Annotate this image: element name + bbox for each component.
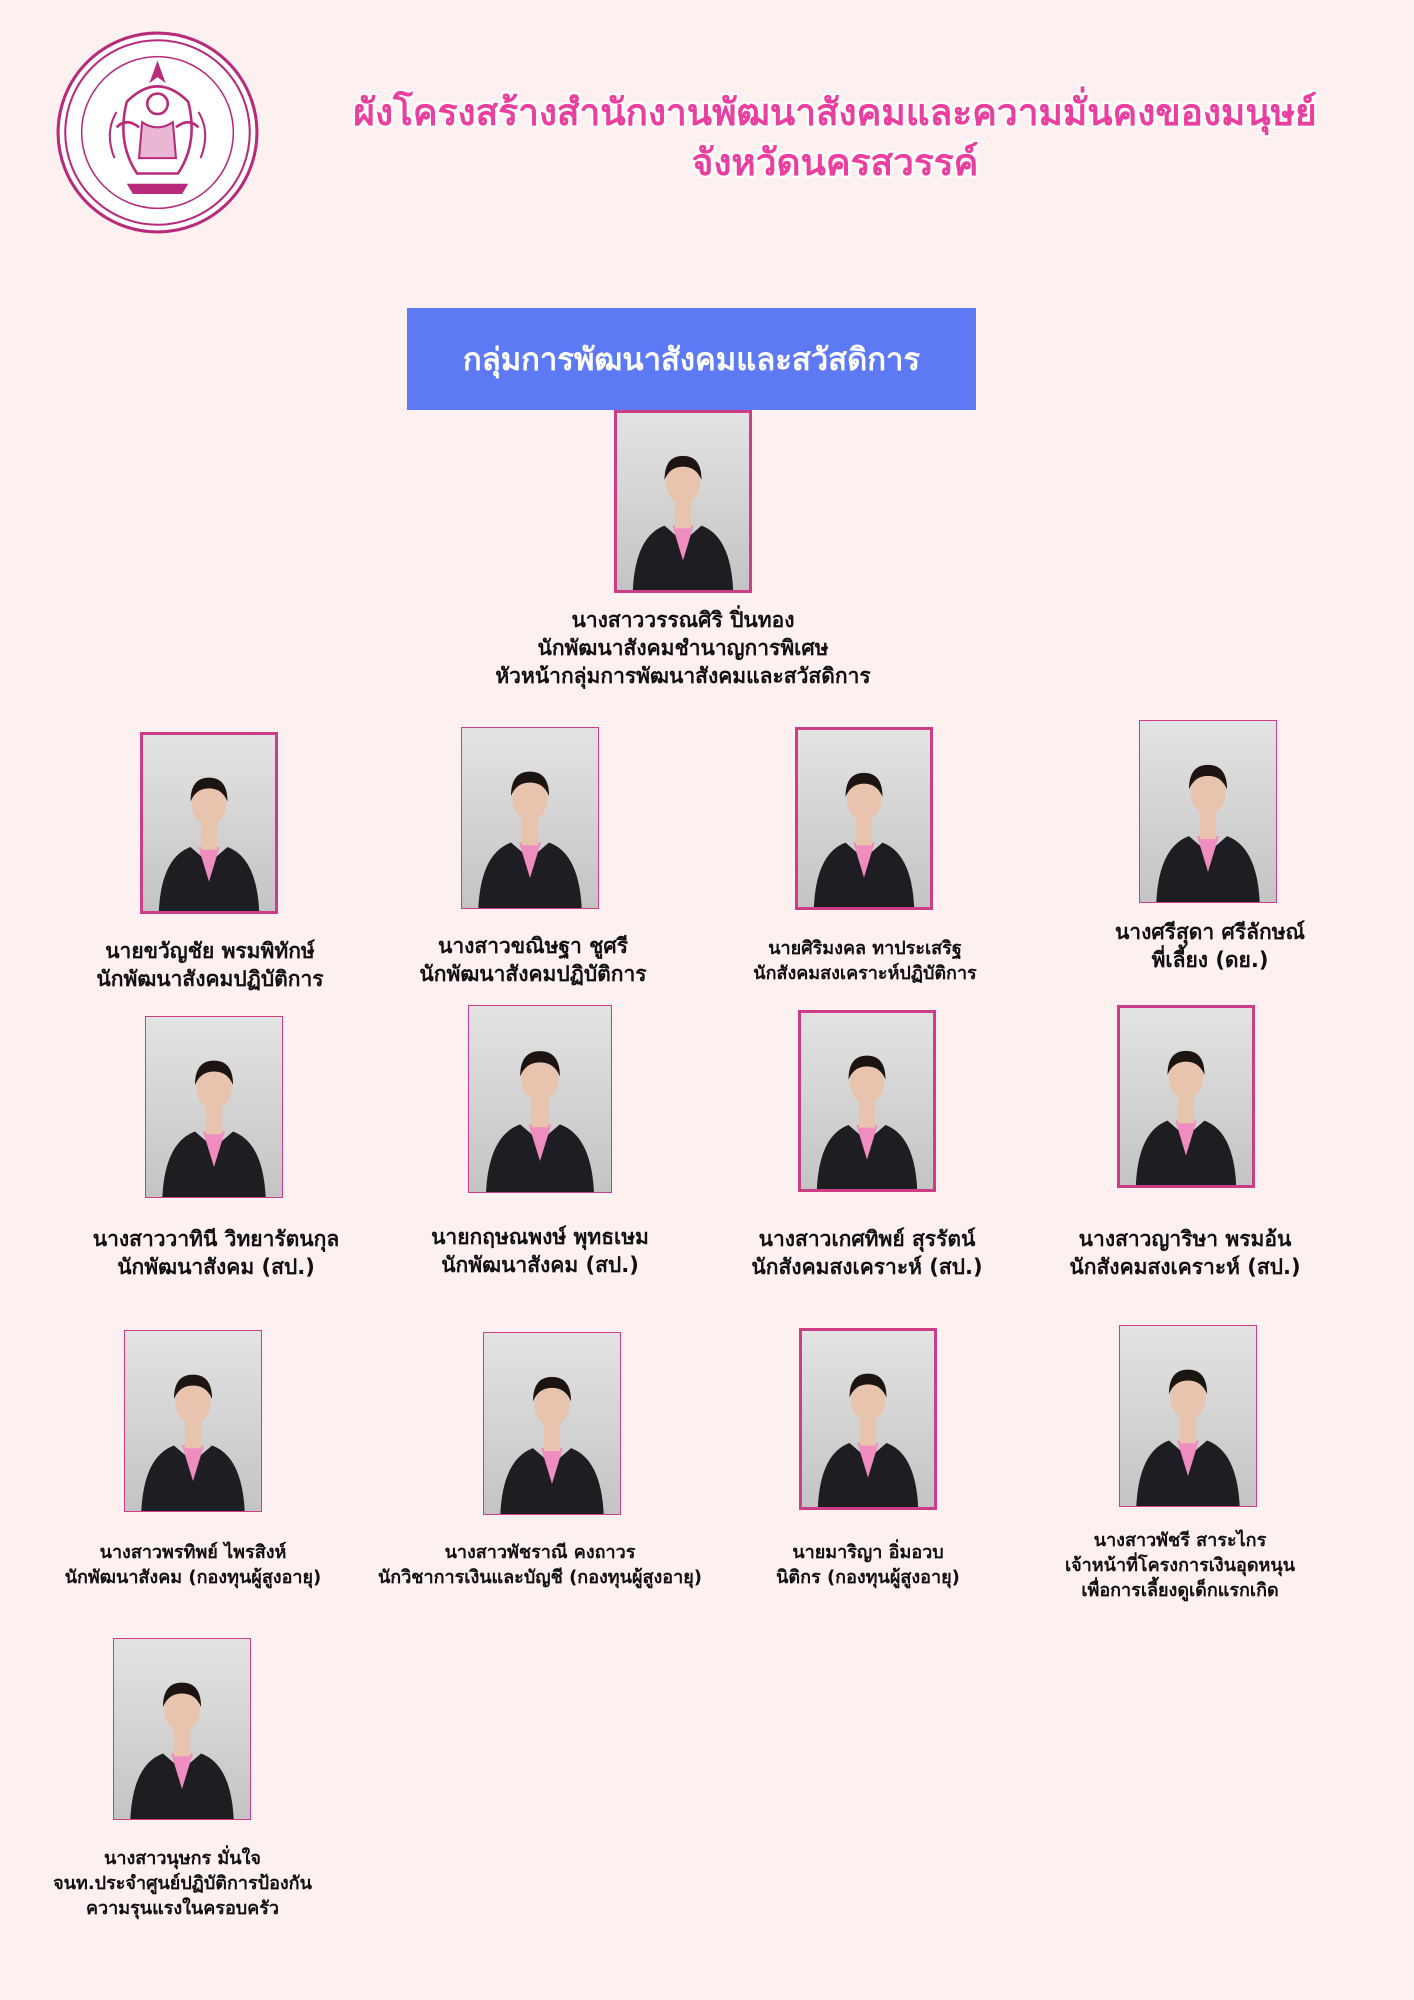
staff-position: นิติกร (กองทุนผู้สูงอายุ)	[776, 1567, 960, 1588]
staff-photo	[124, 1330, 262, 1512]
staff-position: นักพัฒนาสังคม (สป.)	[117, 1255, 315, 1279]
staff-position: พี่เลี้ยง (ดย.)	[1151, 948, 1269, 972]
title-line-2: จังหวัดนครสวรรค์	[691, 141, 979, 184]
portrait-silhouette	[798, 730, 930, 907]
staff-name: นางศรีสุดา ศรีลักษณ์	[1114, 920, 1306, 944]
staff-photo	[798, 1010, 936, 1192]
staff-name: นางสาวญาริษา พรมอ้น	[1078, 1227, 1292, 1251]
portrait-silhouette	[1140, 721, 1276, 902]
staff-position-line2: ความรุนแรงในครอบครัว	[85, 1898, 279, 1919]
staff-caption	[1030, 1528, 1330, 1603]
portrait-silhouette	[462, 728, 598, 908]
staff-photo	[799, 1328, 937, 1510]
staff-name: นายขวัญชัย พรมพิทักษ์	[105, 939, 315, 963]
staff-name: นางสาวพัชรี สาระไกร	[1093, 1530, 1267, 1551]
staff-name: นางสาวขณิษฐา ชูศรี	[437, 934, 629, 958]
portrait-silhouette	[484, 1333, 620, 1514]
staff-caption	[1060, 918, 1360, 974]
staff-position: นักสังคมสงเคราะห์ (สป.)	[1069, 1255, 1301, 1279]
staff-photo	[113, 1638, 251, 1820]
staff-photo	[483, 1332, 621, 1515]
staff-position: นักพัฒนาสังคม (สป.)	[441, 1253, 639, 1277]
head-position: นักพัฒนาสังคมชำนาญการพิเศษ	[537, 636, 829, 660]
staff-position: นักวิชาการเงินและบัญชี (กองทุนผู้สูงอายุ)	[377, 1567, 702, 1588]
staff-position: นักพัฒนาสังคมปฏิบัติการ	[419, 962, 647, 986]
staff-photo	[140, 732, 278, 914]
head-photo	[614, 410, 752, 593]
staff-photo	[461, 727, 599, 909]
staff-caption	[383, 932, 683, 988]
portrait-silhouette	[143, 735, 275, 911]
portrait-silhouette	[801, 1013, 933, 1189]
staff-photo	[1139, 720, 1277, 903]
staff-position: นักพัฒนาสังคมปฏิบัติการ	[96, 967, 324, 991]
staff-photo	[468, 1005, 612, 1193]
staff-position: นักสังคมสงเคราะห์ (สป.)	[751, 1255, 983, 1279]
staff-caption	[390, 1223, 690, 1279]
staff-photo	[1117, 1005, 1255, 1188]
staff-name: นางสาววาทินี วิทยารัตนกุล	[92, 1227, 340, 1251]
staff-name: นางสาวพัชราณี คงถาวร	[444, 1542, 636, 1563]
staff-name: นางสาวพรทิพย์ ไพรสิงห์	[99, 1542, 287, 1563]
staff-photo	[795, 727, 933, 910]
portrait-silhouette	[1120, 1326, 1256, 1506]
portrait-silhouette	[802, 1331, 934, 1507]
head-caption	[383, 606, 983, 690]
title-line-1: ผังโครงสร้างสำนักงานพัฒนาสังคมและความมั่นคงของมนุษย์	[353, 91, 1317, 134]
staff-caption	[1035, 1225, 1335, 1281]
staff-name: นายศิริมงคล ทาประเสริฐ	[768, 938, 962, 959]
staff-caption	[717, 1225, 1017, 1281]
ministry-seal-logo	[55, 30, 260, 235]
staff-name: นายมาริญา อิ่มอวบ	[792, 1542, 944, 1563]
head-name: นางสาววรรณศิริ ปิ่นทอง	[571, 608, 795, 632]
staff-caption	[345, 1540, 735, 1590]
staff-caption	[718, 1540, 1018, 1590]
portrait-silhouette	[469, 1006, 611, 1192]
staff-position: จนท.ประจำศูนย์ปฏิบัติการป้องกัน	[53, 1873, 312, 1894]
staff-caption	[18, 1540, 368, 1590]
staff-position-line2: เพื่อการเลี้ยงดูเด็กแรกเกิด	[1081, 1580, 1279, 1601]
staff-position: นักสังคมสงเคราะห์ปฏิบัติการ	[753, 963, 977, 984]
group-banner: กลุ่มการพัฒนาสังคมและสวัสดิการ	[407, 308, 976, 410]
portrait-silhouette	[1120, 1008, 1252, 1185]
staff-name: นายกฤษณพงษ์ พุทธเษม	[431, 1225, 649, 1249]
staff-name: นางสาวนุษกร มั่นใจ	[104, 1848, 261, 1869]
staff-position: เจ้าหน้าที่โครงการเงินอุดหนุน	[1064, 1555, 1295, 1576]
page-title	[275, 88, 1395, 188]
staff-position: นักพัฒนาสังคม (กองทุนผู้สูงอายุ)	[64, 1567, 322, 1588]
staff-photo	[145, 1016, 283, 1198]
staff-caption	[15, 1846, 350, 1921]
portrait-silhouette	[617, 413, 749, 590]
staff-caption	[710, 936, 1020, 986]
staff-caption	[66, 1225, 366, 1281]
staff-name: นางสาวเกศทิพย์ สุรรัตน์	[758, 1227, 976, 1251]
staff-photo	[1119, 1325, 1257, 1507]
portrait-silhouette	[146, 1017, 282, 1197]
portrait-silhouette	[114, 1639, 250, 1819]
staff-caption	[60, 937, 360, 993]
portrait-silhouette	[125, 1331, 261, 1511]
head-role: หัวหน้ากลุ่มการพัฒนาสังคมและสวัสดิการ	[495, 664, 871, 688]
